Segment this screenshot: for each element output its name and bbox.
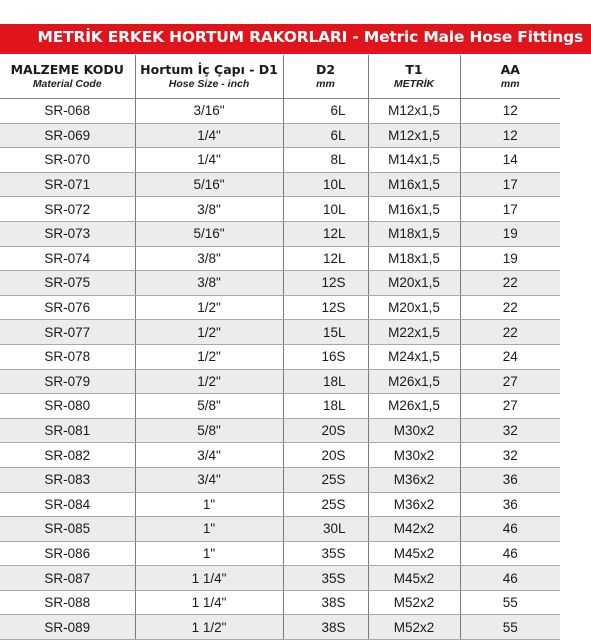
t1-cell: M36x2 bbox=[368, 492, 460, 517]
hose-size-cell: 3/8" bbox=[135, 246, 283, 271]
t1-cell: M52x2 bbox=[368, 590, 460, 615]
aa-cell: 19 bbox=[460, 221, 560, 246]
d2-cell: 25S bbox=[283, 492, 368, 517]
column-header-label: D2 bbox=[315, 62, 336, 77]
material-code-cell: SR-075 bbox=[0, 271, 135, 296]
d2-cell: 8L bbox=[283, 148, 368, 173]
aa-cell: 36 bbox=[460, 492, 560, 517]
fittings-table bbox=[0, 55, 560, 640]
material-code-cell: SR-080 bbox=[0, 394, 135, 419]
d2-cell: 35S bbox=[283, 566, 368, 591]
aa-cell: 24 bbox=[460, 344, 560, 369]
aa-cell: 32 bbox=[460, 443, 560, 468]
column-header-label: MALZEME KODU bbox=[10, 62, 124, 77]
column-header-t1 bbox=[368, 55, 460, 99]
t1-cell: M22x1,5 bbox=[368, 320, 460, 345]
t1-cell: M20x1,5 bbox=[368, 295, 460, 320]
table-row bbox=[0, 197, 560, 222]
hose-size-cell: 1/2" bbox=[135, 295, 283, 320]
material-code-cell: SR-084 bbox=[0, 492, 135, 517]
aa-cell: 32 bbox=[460, 418, 560, 443]
material-code-cell: SR-086 bbox=[0, 541, 135, 566]
t1-cell: M42x2 bbox=[368, 517, 460, 542]
column-header-sublabel: Hose Size - inch bbox=[168, 78, 250, 90]
column-header-label: T1 bbox=[405, 62, 423, 77]
material-code-cell: SR-085 bbox=[0, 517, 135, 542]
t1-cell: M30x2 bbox=[368, 418, 460, 443]
hose-size-cell: 5/8" bbox=[135, 394, 283, 419]
material-code-cell: SR-079 bbox=[0, 369, 135, 394]
hose-size-cell: 1/2" bbox=[135, 369, 283, 394]
t1-cell: M45x2 bbox=[368, 541, 460, 566]
material-code-cell: SR-078 bbox=[0, 344, 135, 369]
table-row bbox=[0, 615, 560, 640]
aa-cell: 22 bbox=[460, 320, 560, 345]
title-banner bbox=[0, 24, 591, 54]
material-code-cell: SR-077 bbox=[0, 320, 135, 345]
t1-cell: M20x1,5 bbox=[368, 271, 460, 296]
d2-cell: 6L bbox=[283, 123, 368, 148]
aa-cell: 27 bbox=[460, 394, 560, 419]
column-header-aa bbox=[460, 55, 560, 99]
column-header-hose-size bbox=[135, 55, 283, 99]
table-row bbox=[0, 148, 560, 173]
material-code-cell: SR-089 bbox=[0, 615, 135, 640]
table-row bbox=[0, 246, 560, 271]
aa-cell: 36 bbox=[460, 467, 560, 492]
material-code-cell: SR-074 bbox=[0, 246, 135, 271]
column-header-sublabel: METRİK bbox=[393, 78, 435, 90]
aa-cell: 12 bbox=[460, 123, 560, 148]
t1-cell: M18x1,5 bbox=[368, 221, 460, 246]
table-row bbox=[0, 320, 560, 345]
t1-cell: M14x1,5 bbox=[368, 148, 460, 173]
column-header-label: Hortum İç Çapı - D1 bbox=[140, 62, 278, 77]
hose-size-cell: 1" bbox=[135, 517, 283, 542]
table-row bbox=[0, 467, 560, 492]
hose-size-cell: 3/4" bbox=[135, 467, 283, 492]
aa-cell: 22 bbox=[460, 295, 560, 320]
table-row bbox=[0, 344, 560, 369]
d2-cell: 12S bbox=[283, 295, 368, 320]
material-code-cell: SR-069 bbox=[0, 123, 135, 148]
t1-cell: M52x2 bbox=[368, 615, 460, 640]
hose-size-cell: 3/16" bbox=[135, 99, 283, 124]
table-header-row bbox=[0, 55, 560, 99]
table-row bbox=[0, 295, 560, 320]
d2-cell: 10L bbox=[283, 197, 368, 222]
t1-cell: M24x1,5 bbox=[368, 344, 460, 369]
table-row bbox=[0, 517, 560, 542]
d2-cell: 15L bbox=[283, 320, 368, 345]
d2-cell: 18L bbox=[283, 394, 368, 419]
hose-size-cell: 5/16" bbox=[135, 221, 283, 246]
t1-cell: M18x1,5 bbox=[368, 246, 460, 271]
t1-cell: M12x1,5 bbox=[368, 123, 460, 148]
table-row bbox=[0, 418, 560, 443]
d2-cell: 30L bbox=[283, 517, 368, 542]
aa-cell: 27 bbox=[460, 369, 560, 394]
column-header-sublabel: Material Code bbox=[32, 78, 102, 90]
hose-size-cell: 5/16" bbox=[135, 172, 283, 197]
column-header-label: AA bbox=[500, 62, 520, 77]
hose-size-cell: 1/4" bbox=[135, 148, 283, 173]
table-row bbox=[0, 271, 560, 296]
material-code-cell: SR-071 bbox=[0, 172, 135, 197]
table-row bbox=[0, 369, 560, 394]
d2-cell: 38S bbox=[283, 590, 368, 615]
aa-cell: 14 bbox=[460, 148, 560, 173]
hose-size-cell: 3/4" bbox=[135, 443, 283, 468]
hose-size-cell: 3/8" bbox=[135, 271, 283, 296]
d2-cell: 6L bbox=[283, 99, 368, 124]
hose-size-cell: 3/8" bbox=[135, 197, 283, 222]
column-header-sublabel: mm bbox=[500, 78, 520, 90]
material-code-cell: SR-068 bbox=[0, 99, 135, 124]
material-code-cell: SR-076 bbox=[0, 295, 135, 320]
table-row bbox=[0, 492, 560, 517]
table-row bbox=[0, 99, 560, 124]
aa-cell: 22 bbox=[460, 271, 560, 296]
hose-size-cell: 1/2" bbox=[135, 320, 283, 345]
material-code-cell: SR-082 bbox=[0, 443, 135, 468]
hose-size-cell: 1 1/4" bbox=[135, 590, 283, 615]
hose-size-cell: 1" bbox=[135, 541, 283, 566]
aa-cell: 46 bbox=[460, 566, 560, 591]
column-header-d2 bbox=[283, 55, 368, 99]
material-code-cell: SR-087 bbox=[0, 566, 135, 591]
table-row bbox=[0, 566, 560, 591]
material-code-cell: SR-073 bbox=[0, 221, 135, 246]
t1-cell: M45x2 bbox=[368, 566, 460, 591]
d2-cell: 20S bbox=[283, 443, 368, 468]
aa-cell: 46 bbox=[460, 517, 560, 542]
aa-cell: 12 bbox=[460, 99, 560, 124]
aa-cell: 19 bbox=[460, 246, 560, 271]
table-body bbox=[0, 99, 560, 640]
t1-cell: M26x1,5 bbox=[368, 394, 460, 419]
t1-cell: M16x1,5 bbox=[368, 197, 460, 222]
hose-size-cell: 1/2" bbox=[135, 344, 283, 369]
aa-cell: 17 bbox=[460, 197, 560, 222]
column-header-material-code bbox=[0, 55, 135, 99]
hose-size-cell: 1/4" bbox=[135, 123, 283, 148]
t1-cell: M36x2 bbox=[368, 467, 460, 492]
table-row bbox=[0, 541, 560, 566]
t1-cell: M12x1,5 bbox=[368, 99, 460, 124]
d2-cell: 25S bbox=[283, 467, 368, 492]
table-row bbox=[0, 123, 560, 148]
material-code-cell: SR-070 bbox=[0, 148, 135, 173]
page-title: METRİK ERKEK HORTUM RAKORLARI - Metric Male Hose Fittings bbox=[37, 28, 583, 46]
aa-cell: 55 bbox=[460, 615, 560, 640]
hose-size-cell: 1" bbox=[135, 492, 283, 517]
material-code-cell: SR-072 bbox=[0, 197, 135, 222]
d2-cell: 18L bbox=[283, 369, 368, 394]
aa-cell: 17 bbox=[460, 172, 560, 197]
d2-cell: 12L bbox=[283, 221, 368, 246]
d2-cell: 10L bbox=[283, 172, 368, 197]
d2-cell: 38S bbox=[283, 615, 368, 640]
material-code-cell: SR-088 bbox=[0, 590, 135, 615]
d2-cell: 16S bbox=[283, 344, 368, 369]
hose-size-cell: 1 1/4" bbox=[135, 566, 283, 591]
table-row bbox=[0, 590, 560, 615]
d2-cell: 20S bbox=[283, 418, 368, 443]
d2-cell: 12S bbox=[283, 271, 368, 296]
material-code-cell: SR-081 bbox=[0, 418, 135, 443]
t1-cell: M30x2 bbox=[368, 443, 460, 468]
column-header-sublabel: mm bbox=[316, 78, 335, 90]
hose-size-cell: 5/8" bbox=[135, 418, 283, 443]
table-row bbox=[0, 394, 560, 419]
t1-cell: M16x1,5 bbox=[368, 172, 460, 197]
t1-cell: M26x1,5 bbox=[368, 369, 460, 394]
d2-cell: 12L bbox=[283, 246, 368, 271]
aa-cell: 55 bbox=[460, 590, 560, 615]
material-code-cell: SR-083 bbox=[0, 467, 135, 492]
d2-cell: 35S bbox=[283, 541, 368, 566]
aa-cell: 46 bbox=[460, 541, 560, 566]
table-row bbox=[0, 172, 560, 197]
hose-size-cell: 1 1/2" bbox=[135, 615, 283, 640]
table-row bbox=[0, 221, 560, 246]
table-row bbox=[0, 443, 560, 468]
